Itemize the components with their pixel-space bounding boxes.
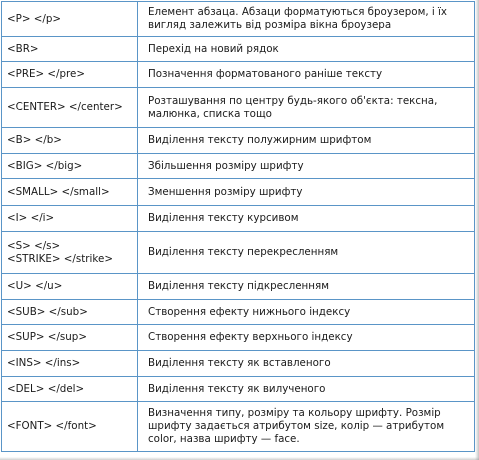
tag-text: <U> </u> bbox=[7, 280, 63, 292]
tag-text: <SMALL> </small> bbox=[7, 185, 110, 198]
table-body bbox=[2, 2, 475, 452]
tag-text: <I> </i> bbox=[7, 212, 55, 224]
tag-text: <DEL> </del> bbox=[7, 382, 85, 395]
tag-text: <SUB> </sub> bbox=[7, 305, 88, 318]
description-cell: Позначення форматованого раніше тексту bbox=[138, 62, 475, 88]
table-row bbox=[2, 62, 475, 88]
tag-cell bbox=[2, 179, 138, 206]
tag-text: <FONT> </font> bbox=[7, 420, 97, 432]
table-row bbox=[2, 351, 475, 377]
table-row bbox=[2, 2, 475, 37]
table-row bbox=[2, 274, 475, 300]
table-row bbox=[2, 88, 475, 128]
tag-text: <S> </s> bbox=[7, 239, 61, 252]
tag-cell bbox=[2, 232, 138, 274]
description-cell: Виділення тексту курсивом bbox=[138, 206, 475, 232]
tag-text: <P> </p> bbox=[7, 12, 61, 25]
tag-cell bbox=[2, 274, 138, 300]
tag-cell bbox=[2, 377, 138, 402]
tag-cell bbox=[2, 154, 138, 179]
description-cell: Перехід на новий рядок bbox=[138, 37, 475, 62]
tag-text: <CENTER> </center> bbox=[7, 101, 123, 113]
table-row bbox=[2, 37, 475, 62]
tag-cell bbox=[2, 402, 138, 452]
html-tags-table bbox=[1, 1, 475, 452]
description-cell: Зменшення розміру шрифту bbox=[138, 179, 475, 206]
tag-text: <STRIKE> </strike> bbox=[7, 252, 113, 265]
tag-cell bbox=[2, 300, 138, 325]
table-row bbox=[2, 154, 475, 179]
table-row bbox=[2, 325, 475, 351]
tag-cell bbox=[2, 88, 138, 128]
tag-text: <BR> bbox=[7, 42, 39, 55]
tag-cell bbox=[2, 351, 138, 377]
description-cell: Збільшення розміру шрифту bbox=[138, 154, 475, 179]
tag-text: <INS> </ins> bbox=[7, 357, 81, 369]
tag-text: <SUP> </sup> bbox=[7, 331, 87, 343]
table-row bbox=[2, 128, 475, 154]
description-cell: Виділення тексту перекресленням bbox=[138, 232, 475, 274]
tag-cell bbox=[2, 325, 138, 351]
tag-text: <BIG> </big> bbox=[7, 159, 83, 172]
tag-cell bbox=[2, 37, 138, 62]
table-row bbox=[2, 232, 475, 274]
description-cell: Виділення тексту підкресленням bbox=[138, 274, 475, 300]
table-row bbox=[2, 402, 475, 452]
description-cell: Елемент абзаца. Абзаци форматуються броузером, і їх вигляд залежить від розміра вікна броузера bbox=[138, 2, 475, 37]
table-row bbox=[2, 377, 475, 402]
tag-cell bbox=[2, 2, 138, 37]
tag-text: <PRE> </pre> bbox=[7, 68, 86, 80]
description-cell: Визначення типу, розміру та кольору шрифту. Розмір шрифту задається атрибутом size, колір — атрибутом color, назва шрифту — face. bbox=[138, 402, 475, 452]
description-cell: Розташування по центру будь-якого об'єкта: тексна, малюнка, списка тощо bbox=[138, 88, 475, 128]
description-cell: Виділення тексту як вилученого bbox=[138, 377, 475, 402]
table-row bbox=[2, 206, 475, 232]
tag-text: <B> </b> bbox=[7, 134, 62, 146]
tag-cell bbox=[2, 206, 138, 232]
page-edge-shadow bbox=[475, 0, 479, 460]
description-cell: Створення ефекту нижнього індексу bbox=[138, 300, 475, 325]
description-cell: Створення ефекту верхнього індексу bbox=[138, 325, 475, 351]
tag-cell bbox=[2, 128, 138, 154]
tag-cell bbox=[2, 62, 138, 88]
description-cell: Виділення тексту полужирним шрифтом bbox=[138, 128, 475, 154]
description-cell: Виділення тексту як вставленого bbox=[138, 351, 475, 377]
table-row bbox=[2, 179, 475, 206]
table-row bbox=[2, 300, 475, 325]
